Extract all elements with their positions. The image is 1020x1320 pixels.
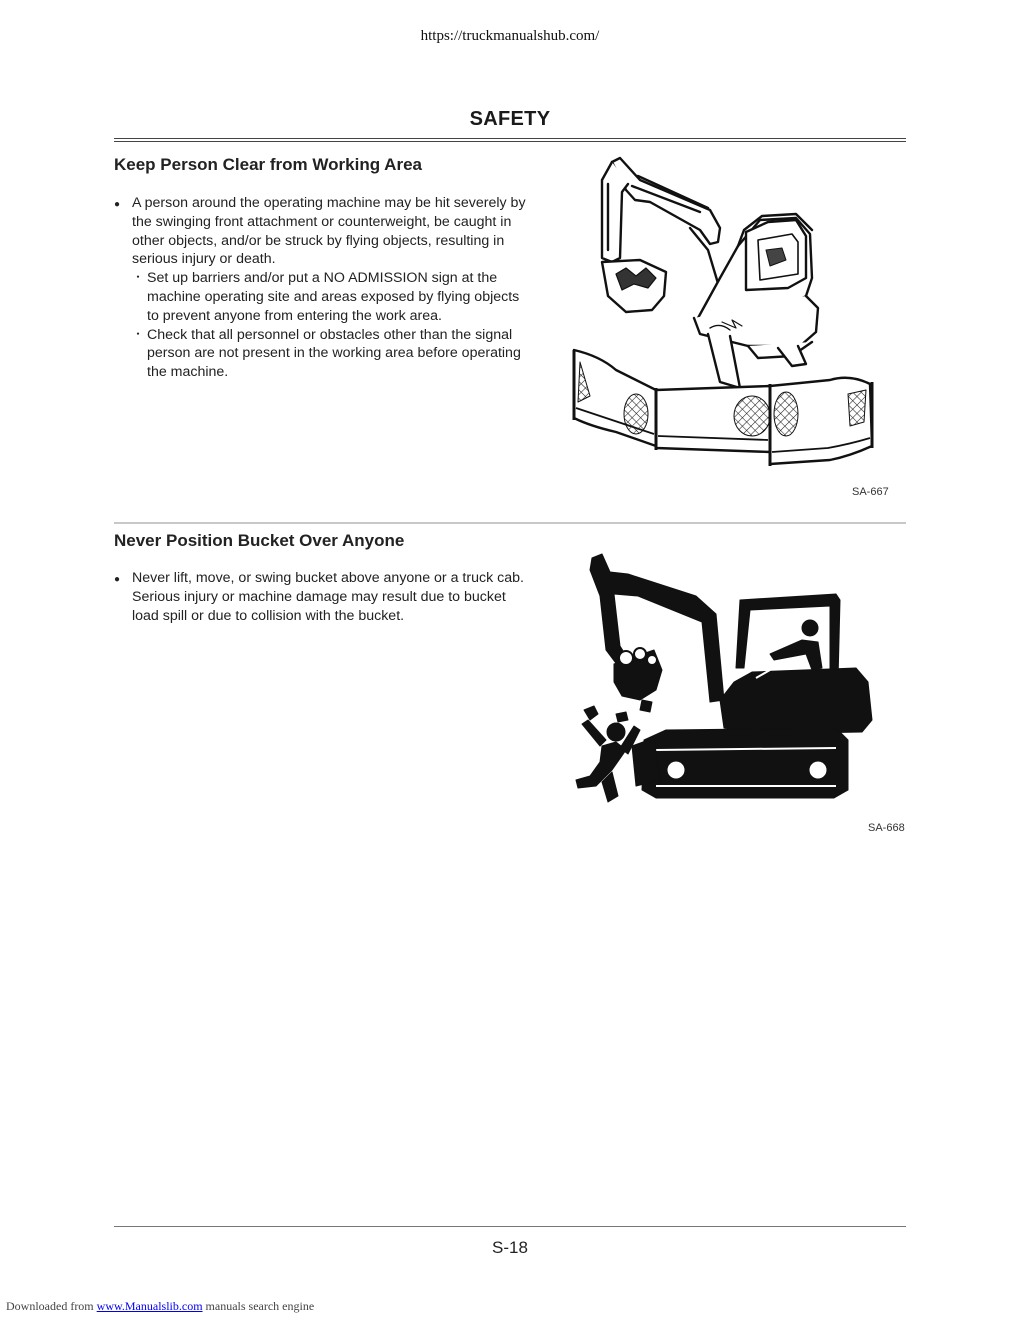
figure-code: SA-667 [852,486,889,498]
section-divider [114,522,906,524]
source-url: https://truckmanualshub.com/ [420,28,600,44]
sub-bullet-dot: ・ [132,270,145,285]
excavator-barrier-illustration [560,150,895,500]
credit-suffix: manuals search engine [205,1299,315,1313]
figure-code: SA-668 [868,822,905,834]
bucket-over-person-illustration [556,550,878,812]
bullet-dot: ● [114,199,121,210]
footer-divider [114,1226,906,1227]
sub-item [132,269,534,325]
section-heading-keep-clear: Keep Person Clear from Working Area [114,155,422,174]
sub-item-text: Set up barriers and/or put a NO ADMISSION sign at the machine operating site and areas exposed by flying objects to prevent anyone from entering the work area. [147,270,520,324]
bullet-text-continued: Serious injury or machine damage may result due to bucket load spill or due to collision with the bucket. [132,588,506,624]
bullet-dot: ● [114,574,121,585]
page-title: SAFETY [469,108,551,130]
bullet-text: Never lift, move, or swing bucket above anyone or a truck cab. [132,570,524,586]
bullet-item [114,569,534,625]
sub-item [132,326,534,382]
bullet-item [114,194,534,382]
manualslib-link[interactable]: www.Manualslib.com [96,1299,203,1313]
sub-bullet-dot: ・ [132,326,145,341]
page-number: S-18 [492,1238,528,1257]
sub-item-text: Check that all personnel or obstacles other than the signal person are not present in the working area before operating the machine. [147,326,521,381]
credit-prefix: Downloaded from [6,1299,94,1313]
bullet-text: A person around the operating machine may be hit severely by the swinging front attachment or counterweight, be caught in other objects, and/or be struck by flying objects, resulting in serious injury or death. [132,195,526,268]
section-heading-bucket: Never Position Bucket Over Anyone [114,531,405,550]
title-double-rule [114,138,906,142]
download-credit [6,1299,314,1314]
